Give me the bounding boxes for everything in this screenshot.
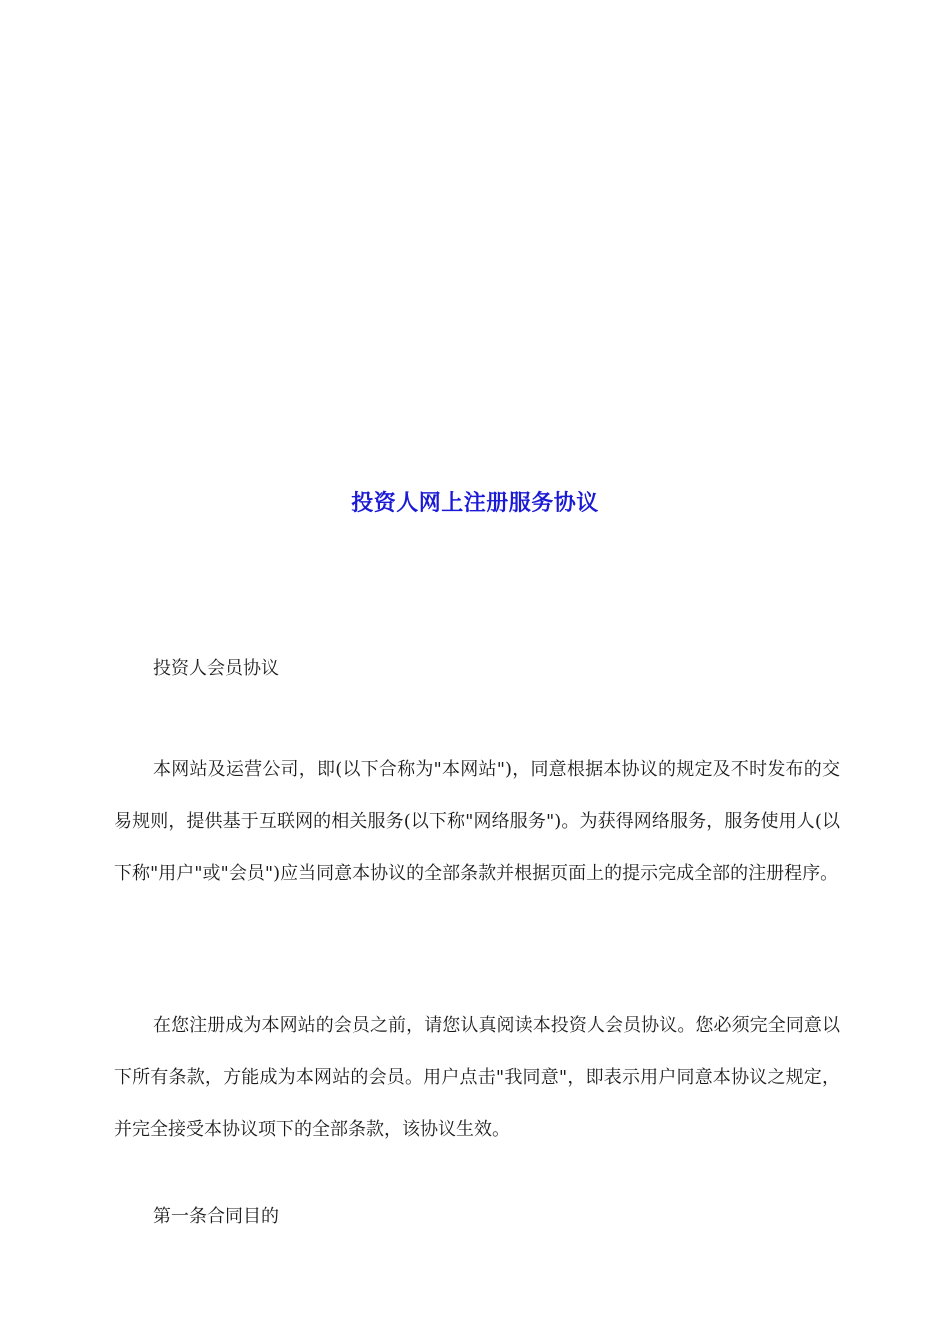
article-heading: 第一条合同目的 <box>153 1206 279 1227</box>
intro-paragraph: 本网站及运营公司，即(以下合称为"本网站")，同意根据本协议的规定及不时发布的交易规则，提供基于互联网的相关服务(以下称"网络服务")。为获得网络服务，服务使用人(以下称"用户"或"会员")应当同意本协议的全部条款并根据页面上的提示完成全部的注册程序。 <box>114 759 840 884</box>
consent-paragraph: 在您注册成为本网站的会员之前，请您认真阅读本投资人会员协议。您必须完全同意以下所有条款，方能成为本网站的会员。用户点击"我同意"，即表示用户同意本协议之规定，并完全接受本协议项下的全部条款，该协议生效。 <box>114 1015 840 1140</box>
document-title: 投资人网上注册服务协议 <box>351 490 599 516</box>
section-heading: 投资人会员协议 <box>153 658 279 679</box>
